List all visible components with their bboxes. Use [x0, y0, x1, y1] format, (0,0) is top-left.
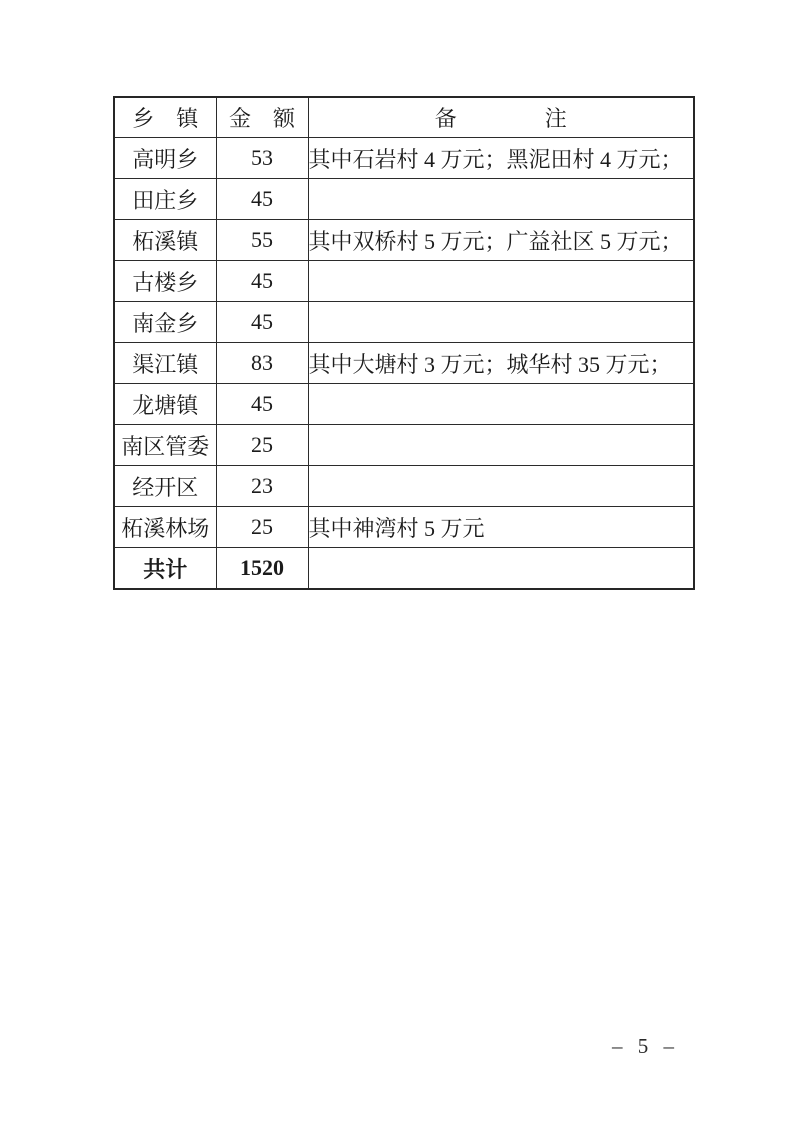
township-cell: 渠江镇	[114, 343, 216, 384]
amount-cell: 25	[216, 507, 308, 548]
remark-cell	[308, 425, 694, 466]
remark-cell: 其中大塘村 3 万元；城华村 35 万元；	[308, 343, 694, 384]
township-cell: 经开区	[114, 466, 216, 507]
table-row	[114, 302, 694, 343]
remark-cell	[308, 179, 694, 220]
township-cell: 古楼乡	[114, 261, 216, 302]
remark-cell: 其中神湾村 5 万元	[308, 507, 694, 548]
amount-cell: 55	[216, 220, 308, 261]
amount-cell: 45	[216, 302, 308, 343]
township-cell: 高明乡	[114, 138, 216, 179]
remark-cell	[308, 384, 694, 425]
township-cell: 柘溪镇	[114, 220, 216, 261]
amount-cell: 45	[216, 261, 308, 302]
table-row	[114, 466, 694, 507]
remark-cell: 其中石岩村 4 万元；黑泥田村 4 万元；	[308, 138, 694, 179]
table-body	[114, 138, 694, 590]
remark-cell	[308, 466, 694, 507]
funding-allocation-table	[113, 96, 695, 590]
amount-cell: 23	[216, 466, 308, 507]
remark-cell	[308, 261, 694, 302]
total-label-cell: 共计	[114, 548, 216, 590]
column-header-township: 乡 镇	[114, 97, 216, 138]
table-row	[114, 507, 694, 548]
township-cell: 南金乡	[114, 302, 216, 343]
township-cell: 南区管委	[114, 425, 216, 466]
remark-cell: 其中双桥村 5 万元；广益社区 5 万元；	[308, 220, 694, 261]
township-cell: 田庄乡	[114, 179, 216, 220]
amount-cell: 25	[216, 425, 308, 466]
header-row	[114, 97, 694, 138]
amount-cell: 45	[216, 179, 308, 220]
remark-cell	[308, 302, 694, 343]
page-number: – 5 –	[612, 1034, 679, 1058]
total-remark-cell	[308, 548, 694, 590]
table-row	[114, 261, 694, 302]
table-row	[114, 179, 694, 220]
total-amount-cell: 1520	[216, 548, 308, 590]
table-row	[114, 384, 694, 425]
township-cell: 龙塘镇	[114, 384, 216, 425]
column-header-remark: 备 注	[308, 97, 694, 138]
table-row	[114, 138, 694, 179]
table-row	[114, 425, 694, 466]
amount-cell: 45	[216, 384, 308, 425]
table-row	[114, 343, 694, 384]
column-header-amount: 金 额	[216, 97, 308, 138]
table-row	[114, 220, 694, 261]
table-header	[114, 97, 694, 138]
table-row-total	[114, 548, 694, 590]
amount-cell: 83	[216, 343, 308, 384]
township-cell: 柘溪林场	[114, 507, 216, 548]
amount-cell: 53	[216, 138, 308, 179]
